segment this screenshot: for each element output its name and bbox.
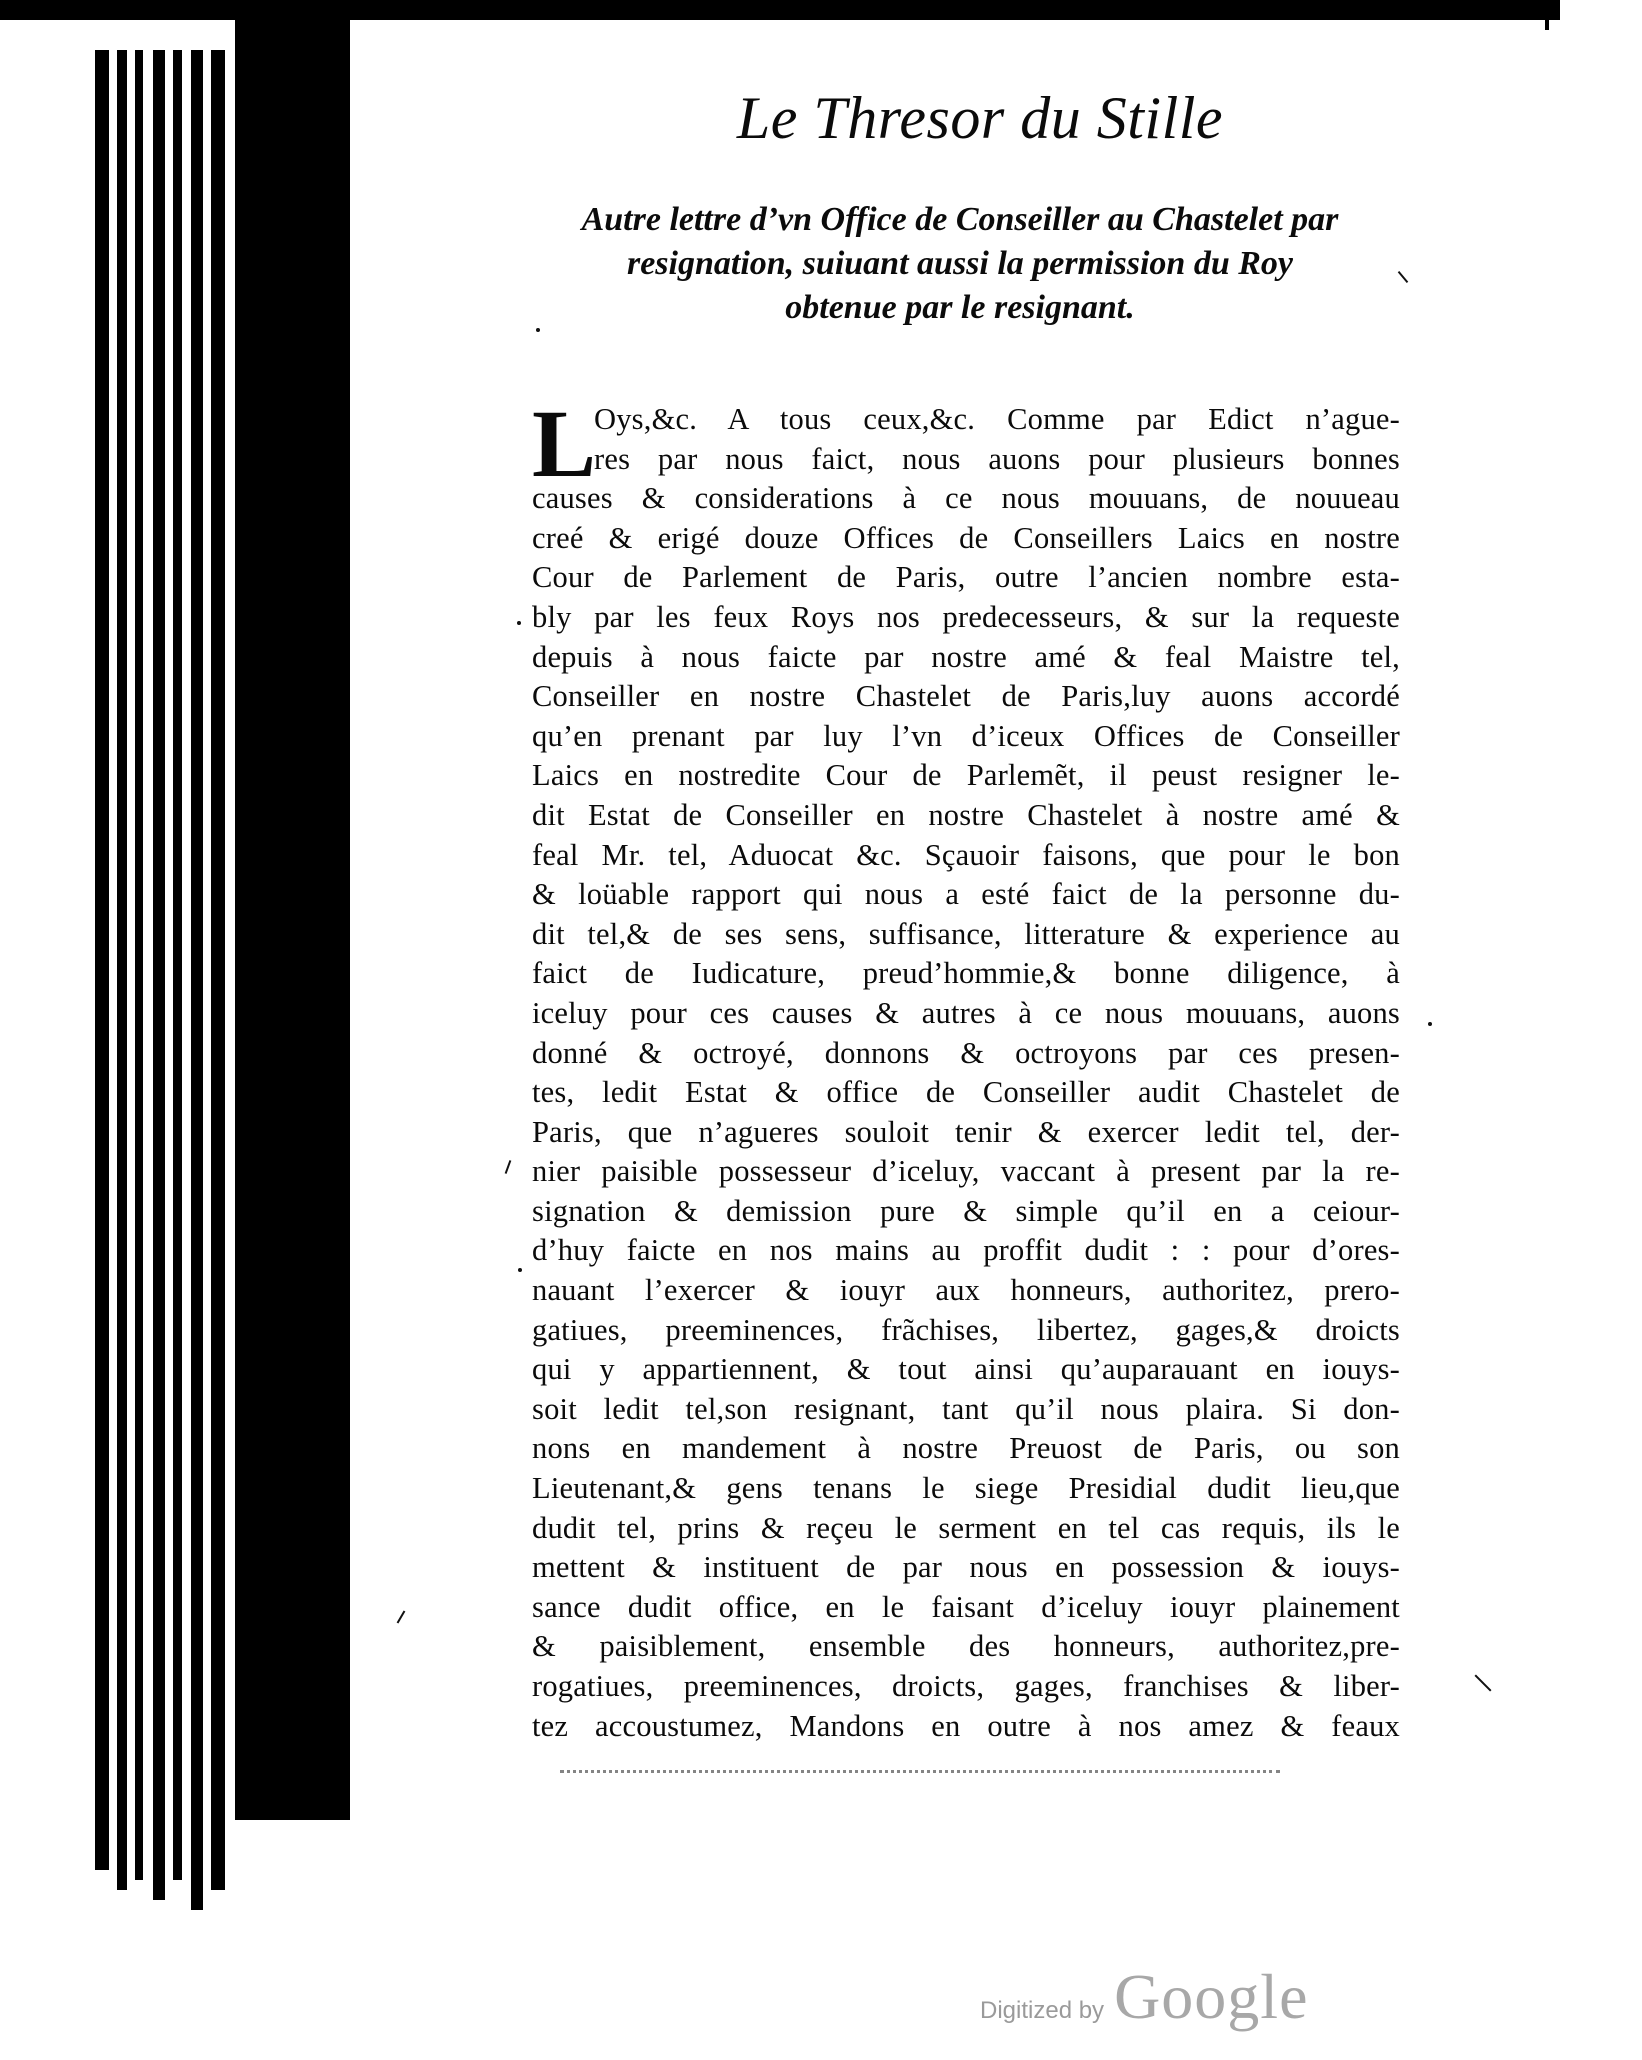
running-head: Le Thresor du Stille — [736, 85, 1224, 151]
body-line: donné & octroyé, donnons & octroyons par ces presen- — [532, 1035, 1400, 1070]
body-line: mettent & instituent de par nous en possession & iouys- — [532, 1550, 1400, 1585]
book-binding-shadow — [95, 20, 255, 1880]
chapter-title-line: Autre lettre d’vn Office de Conseiller au Chastelet par — [581, 201, 1339, 238]
body-line: soit ledit tel,son resignant, tant qu’il nous plaira. Si don- — [532, 1391, 1400, 1426]
body-line: Lieutenant,& gens tenans le siege Presidial dudit lieu,que — [532, 1471, 1400, 1506]
body-line: Cour de Parlement de Paris, outre l’ancien nombre esta- — [532, 560, 1400, 595]
body-line: Conseiller en nostre Chastelet de Paris,luy auons accordé — [532, 679, 1400, 714]
body-line: causes & considerations à ce nous mouuans, de nouueau — [532, 481, 1400, 516]
body-line: creé & erigé douze Offices de Conseillers Laics en nostre — [532, 520, 1400, 555]
body-line: res par nous faict, nous auons pour plusieurs bonnes — [594, 441, 1400, 476]
body-line: & loüable rapport qui nous a esté faict de la personne du- — [532, 877, 1400, 912]
scan-top-border — [0, 0, 1560, 20]
scan-speck — [397, 1610, 406, 1623]
scan-speck — [1428, 1022, 1432, 1026]
body-line: feal Mr. tel, Aduocat &c. Sçauoir faisons, que pour le bon — [532, 837, 1400, 872]
body-line: tes, ledit Estat & office de Conseiller audit Chastelet de — [532, 1075, 1400, 1110]
body-line: Oys,&c. A tous ceux,&c. Comme par Edict n’ague- — [594, 402, 1400, 436]
body-line: rogatiues, preeminences, droicts, gages, franchises & liber- — [532, 1669, 1400, 1703]
scan-speck — [517, 621, 521, 625]
body-text — [532, 390, 1400, 1746]
body-line: dit Estat de Conseiller en nostre Chastelet à nostre amé & — [532, 797, 1400, 832]
chapter-title — [520, 198, 1400, 330]
body-line: & paisiblement, ensemble des honneurs, authoritez,pre- — [532, 1629, 1400, 1664]
body-line: qu’en prenant par luy l’vn d’iceux Offices de Conseiller — [532, 718, 1400, 753]
scan-speck — [505, 1160, 512, 1174]
body-line: nons en mandement à nostre Preuost de Paris, ou son — [532, 1431, 1400, 1466]
scan-page-edge — [1545, 0, 1549, 30]
body-line: iceluy pour ces causes & autres à ce nous mouuans, auons — [532, 995, 1400, 1030]
body-line: nauant l’exercer & iouyr aux honneurs, authoritez, prero- — [532, 1273, 1400, 1308]
scan-speck — [518, 1268, 522, 1272]
digitized-by-label: Digitized by — [980, 1997, 1105, 2024]
digitized-watermark — [980, 1960, 1308, 2034]
google-logo: Google — [1114, 1961, 1309, 2032]
body-line: tez accoustumez, Mandons en outre à nos amez & feaux — [532, 1708, 1400, 1743]
chapter-title-line: obtenue par le resignant. — [785, 289, 1135, 326]
body-line: Laics en nostredite Cour de Parlemẽt, il peust resigner le- — [532, 758, 1400, 793]
body-line: dudit tel, prins & reçeu le serment en tel cas requis, ils le — [532, 1510, 1400, 1545]
scan-speck — [1475, 1675, 1492, 1692]
body-line: sance dudit office, en le faisant d’iceluy iouyr plainement — [532, 1589, 1400, 1624]
body-line: bly par les feux Roys nos predecesseurs, & sur la requeste — [532, 599, 1400, 634]
body-line: Paris, que n’agueres souloit tenir & exercer ledit tel, der- — [532, 1114, 1400, 1149]
body-line: qui y appartiennent, & tout ainsi qu’auparauant en iouys- — [532, 1352, 1400, 1387]
chapter-title-line: resignation, suiuant aussi la permission du Roy — [626, 245, 1294, 282]
body-line: faict de Iudicature, preud’hommie,& bonne diligence, à — [532, 956, 1400, 991]
body-line: gatiues, preeminences, frãchises, libertez, gages,& droicts — [532, 1312, 1400, 1347]
body-line: d’huy faicte en nos mains au proffit dudit : : pour d’ores- — [532, 1233, 1400, 1268]
drop-cap: L — [532, 390, 597, 497]
illegible-bottom-line — [560, 1770, 1280, 1781]
body-line: signation & demission pure & simple qu’il en a ceiour- — [532, 1193, 1400, 1228]
body-line: depuis à nous faicte par nostre amé & feal Maistre tel, — [532, 639, 1400, 674]
body-line: dit tel,& de ses sens, suffisance, litterature & experience au — [532, 916, 1400, 951]
body-line: nier paisible possesseur d’iceluy, vaccant à present par la re- — [532, 1154, 1400, 1189]
